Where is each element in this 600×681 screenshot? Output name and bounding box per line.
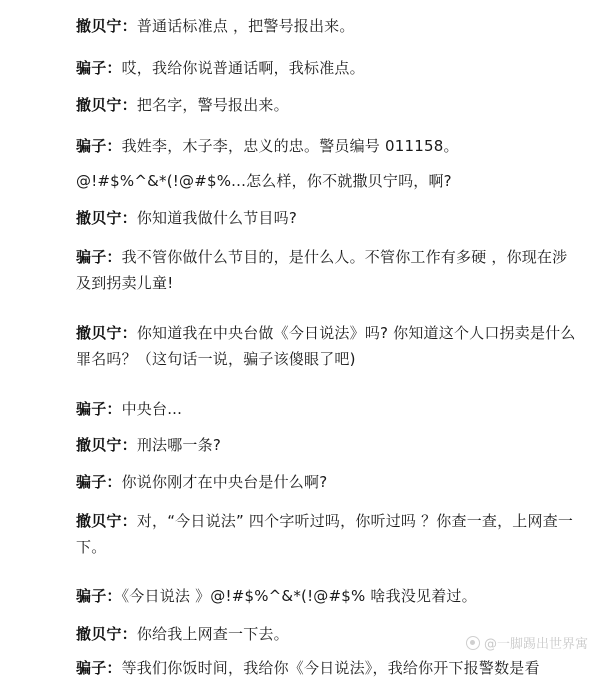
speaker-separator: ： [121,17,137,35]
dialogue-line [76,508,576,560]
dialogue-line [76,13,576,39]
speaker-separator: ： [106,137,122,155]
line-text: 中央台... [121,400,183,418]
speaker-separator: ： [106,59,122,77]
line-text: @!#$%^&*(!@#$%...怎么样，你不就撒贝宁吗，啊? [76,172,452,190]
line-text: 《今日说法 》@!#$%^&*(!@#$% 啥我没见着过。 [121,587,477,605]
dialogue-line-cut-off [76,655,576,677]
speaker-separator: ： [106,587,122,605]
dialogue-line [76,469,576,495]
speaker-name: 撤贝宁 [76,436,122,454]
speaker-name: 撤贝宁 [76,324,122,342]
speaker-name: 撤贝宁 [76,209,122,227]
speaker-name: 撤贝宁 [76,96,122,114]
speaker-separator: ： [121,209,137,227]
line-text: 你知道我做什么节目吗? [136,209,297,227]
speaker-separator: ： [121,436,137,454]
line-text: 我姓李，木子李，忠义的忠。警员编号 011158。 [121,137,459,155]
line-text: 哎，我给你说普通话啊，我标准点。 [121,59,365,77]
speaker-name: 撤贝宁 [76,17,122,35]
speaker-name: 骗子 [76,473,107,491]
line-text: 你知道我在中央台做《今日说法》吗? 你知道这个人口拐卖是什么罪名吗？（这句话一说，骗子该傻眼了吧) [76,324,576,368]
line-text: 刑法哪一条? [136,436,221,454]
dialogue-line [76,205,576,231]
speaker-separator: ： [121,96,137,114]
dialogue-line [76,133,576,159]
speaker-name: 骗子 [76,587,107,605]
dialogue-line [76,432,576,458]
speaker-separator: ： [121,512,137,530]
speaker-name: 撤贝宁 [76,512,122,530]
speaker-separator: ： [106,400,122,418]
speaker-name: 骗子 [76,137,107,155]
watermark [466,633,588,652]
speaker-separator: ： [106,248,122,266]
line-text: 我不管你做什么节目的，是什么人。不管你工作有多硬 ，你现在涉及到拐卖儿童! [76,248,568,292]
speaker-separator: ： [121,625,137,643]
dialogue-line [76,168,576,194]
watermark-text: @一脚踢出世界寓 [483,637,588,652]
dialogue-line [76,92,576,118]
speaker-separator: ： [121,324,137,342]
dialogue-line [76,396,576,422]
speaker-name: 骗子 [76,248,107,266]
dialogue-line [76,583,576,609]
dialogue-line [76,320,576,372]
line-text: 你给我上网查一下去。 [136,625,289,643]
line-text: 把名字，警号报出来。 [136,96,289,114]
speaker-separator: ： [106,659,122,677]
speaker-name: 骗子 [76,59,107,77]
speaker-separator: ： [106,473,122,491]
circle-logo-icon [466,636,480,650]
line-text: 对，“今日说法” 四个字听过吗，你听过吗 ？你查一查，上网查一下。 [76,512,574,556]
line-text: 普通话标准点 ，把警号报出来。 [136,17,355,35]
speaker-name: 骗子 [76,400,107,418]
line-text: 你说你刚才在中央台是什么啊? [121,473,328,491]
speaker-name: 撤贝宁 [76,625,122,643]
speaker-name: 骗子 [76,659,107,677]
line-text: 等我们你饭时间，我给你《今日说法》，我给你开下报警数是看 [121,659,540,677]
dialogue-line [76,244,576,296]
dialogue-line [76,55,576,81]
